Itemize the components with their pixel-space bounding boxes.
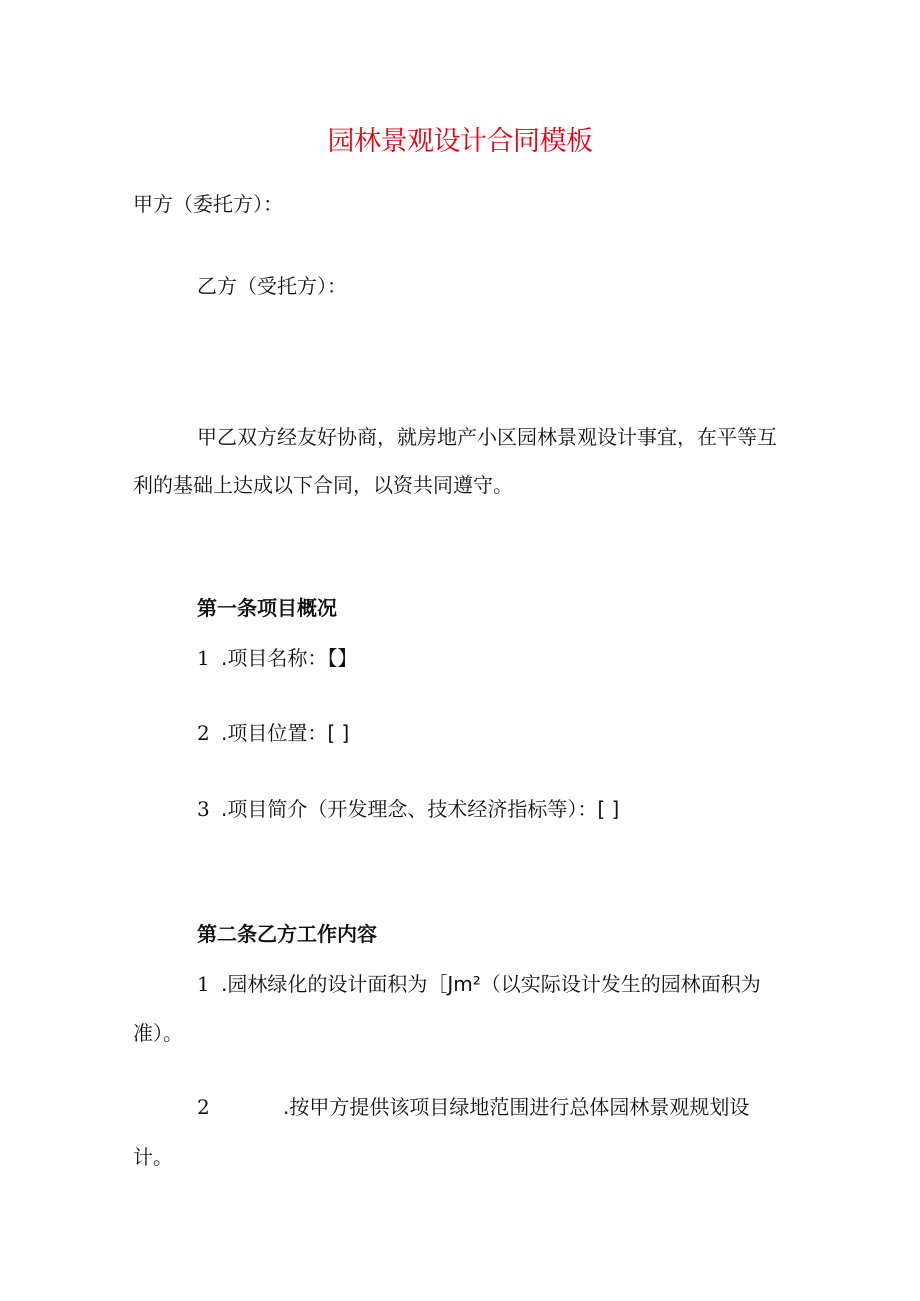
article-2-item-2 (197, 1095, 749, 1119)
party-a-label: 甲方（委托方）： (133, 192, 283, 216)
document-title: 园林景观设计合同模板 (327, 126, 593, 157)
item-text: .项目名称：【】 (221, 646, 358, 670)
article-2-item-1-continuation: 准）。 (133, 1021, 183, 1045)
article-1-item-3 (197, 797, 619, 821)
article-1-heading: 第一条项目概况 (197, 596, 337, 620)
article-1-item-1 (197, 646, 357, 670)
item-number: 3 (197, 797, 210, 821)
article-2-item-1 (197, 972, 761, 996)
article-2-item-2-continuation: 计。 (133, 1145, 173, 1169)
party-b-label: 乙方（受托方）： (197, 274, 347, 298)
item-text: .项目位置：[ ] (221, 721, 350, 745)
article-1-item-2 (197, 721, 349, 745)
article-2-heading: 第二条乙方工作内容 (197, 922, 377, 946)
intro-paragraph-line-2: 利的基础上达成以下合同，以资共同遵守。 (133, 473, 513, 497)
item-number: 2 (197, 1095, 210, 1119)
item-number: 1 (197, 646, 210, 670)
item-text: .园林绿化的设计面积为［Jm²（以实际设计发生的园林面积为 (221, 972, 761, 996)
item-number: 2 (197, 721, 210, 745)
intro-paragraph-line-1: 甲乙双方经友好协商，就房地产小区园林景观设计事宜，在平等互 (197, 425, 777, 449)
item-number: 1 (197, 972, 210, 996)
item-text: .按甲方提供该项目绿地范围进行总体园林景观规划设 (283, 1095, 750, 1119)
item-text: .项目简介（开发理念、技术经济指标等）：[ ] (221, 797, 620, 821)
